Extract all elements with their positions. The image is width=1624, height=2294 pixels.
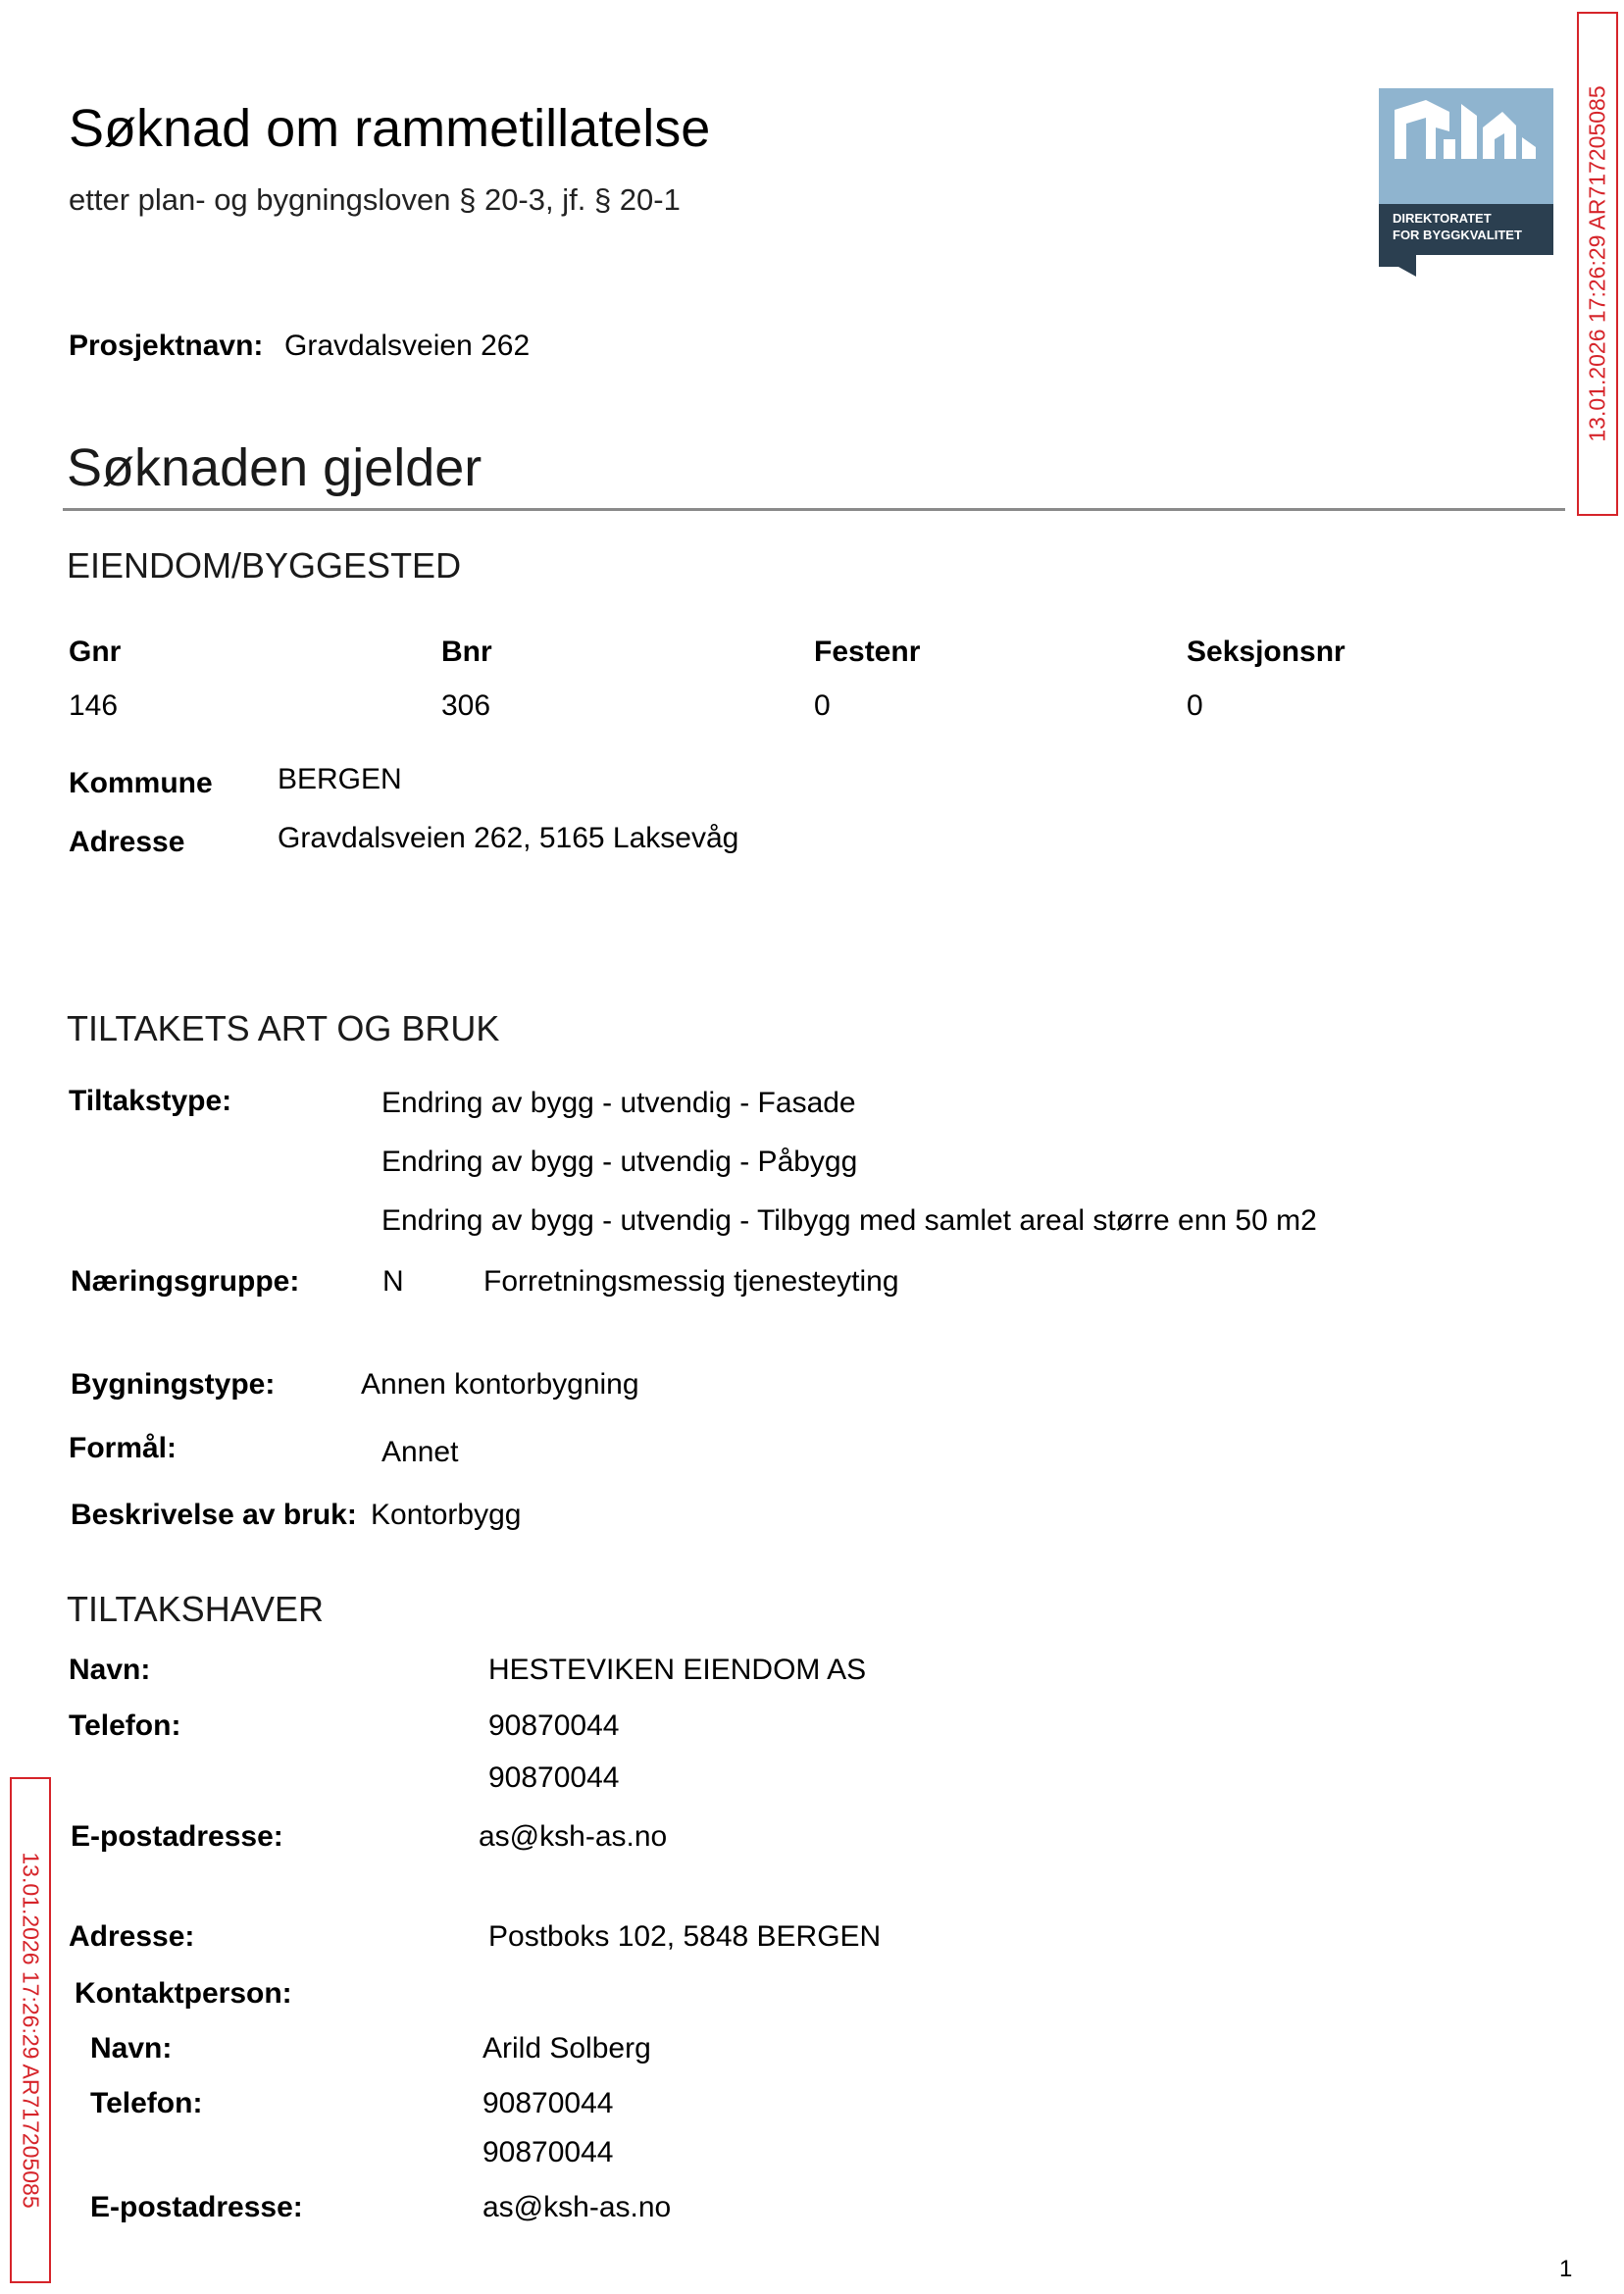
tiltakstype-item: Endring av bygg - utvendig - Påbygg [381, 1146, 858, 1178]
kommune-label: Kommune [69, 767, 213, 799]
adresse-label: Adresse [69, 826, 185, 858]
bnr-value: 306 [441, 689, 491, 722]
telefon-value: 90870044 [488, 1761, 620, 1794]
timestamp-stamp-left [10, 1777, 51, 2283]
bnr-label: Bnr [441, 636, 492, 668]
dibk-logo [1379, 88, 1553, 277]
epost-label: E-postadresse: [71, 1820, 283, 1853]
tiltakstype-item: Endring av bygg - utvendig - Fasade [381, 1087, 856, 1119]
navn-value: HESTEVIKEN EIENDOM AS [488, 1654, 867, 1686]
kontakt-telefon-value: 90870044 [482, 2087, 614, 2119]
gnr-label: Gnr [69, 636, 122, 668]
kommune-value: BERGEN [278, 763, 402, 795]
kontaktperson-label: Kontaktperson: [75, 1977, 292, 2010]
bygningstype-label: Bygningstype: [71, 1368, 276, 1401]
tiltakshaver-heading: TILTAKSHAVER [67, 1589, 325, 1629]
kontakt-epost-label: E-postadresse: [90, 2191, 303, 2223]
kontakt-epost-value: as@ksh-as.no [482, 2191, 672, 2223]
heading-divider [63, 508, 1565, 511]
document-title: Søknad om rammetillatelse [69, 99, 711, 158]
seksjonsnr-value: 0 [1187, 689, 1203, 722]
stamp-text: 13.01.2026 17:26:29 AR717205085 [1584, 85, 1610, 442]
gnr-value: 146 [69, 689, 119, 722]
naeringsgruppe-code: N [382, 1265, 404, 1298]
kontakt-telefon-label: Telefon: [90, 2087, 203, 2119]
festenr-value: 0 [814, 689, 831, 722]
svg-text:FOR BYGGKVALITET: FOR BYGGKVALITET [1393, 228, 1522, 242]
festenr-label: Festenr [814, 636, 921, 668]
eiendom-heading: EIENDOM/BYGGESTED [67, 545, 462, 586]
adresse-value: Postboks 102, 5848 BERGEN [488, 1920, 882, 1953]
seksjonsnr-label: Seksjonsnr [1187, 636, 1345, 668]
telefon-label: Telefon: [69, 1709, 181, 1742]
telefon-value: 90870044 [488, 1709, 620, 1742]
timestamp-stamp-right [1577, 12, 1618, 516]
tiltakstype-item: Endring av bygg - utvendig - Tilbygg med samlet areal større enn 50 m2 [381, 1204, 1317, 1237]
formaal-value: Annet [381, 1436, 459, 1468]
naeringsgruppe-label: Næringsgruppe: [71, 1265, 300, 1298]
section-heading: Søknaden gjelder [67, 438, 482, 497]
project-label: Prosjektnavn: [69, 330, 264, 362]
stamp-text: 13.01.2026 17:26:29 AR717205085 [18, 1852, 44, 2209]
page-number: 1 [1559, 2256, 1573, 2282]
tiltakstype-label: Tiltakstype: [69, 1085, 232, 1117]
document-subtitle: etter plan- og bygningsloven § 20-3, jf. § 20-1 [69, 182, 681, 217]
kontakt-telefon-value: 90870044 [482, 2136, 614, 2168]
adresse-label: Adresse: [69, 1920, 195, 1953]
beskrivelse-label: Beskrivelse av bruk: [71, 1499, 357, 1531]
beskrivelse-value: Kontorbygg [371, 1499, 522, 1531]
svg-text:DIREKTORATET: DIREKTORATET [1393, 211, 1492, 226]
project-value: Gravdalsveien 262 [284, 330, 531, 362]
kontakt-navn-value: Arild Solberg [482, 2032, 651, 2065]
formaal-label: Formål: [69, 1432, 178, 1464]
tiltak-heading: TILTAKETS ART OG BRUK [67, 1008, 500, 1048]
adresse-value: Gravdalsveien 262, 5165 Laksevåg [278, 822, 739, 854]
kontakt-navn-label: Navn: [90, 2032, 173, 2065]
navn-label: Navn: [69, 1654, 151, 1686]
bygningstype-value: Annen kontorbygning [361, 1368, 639, 1401]
epost-value: as@ksh-as.no [479, 1820, 668, 1853]
naeringsgruppe-value: Forretningsmessig tjenesteyting [483, 1265, 899, 1298]
